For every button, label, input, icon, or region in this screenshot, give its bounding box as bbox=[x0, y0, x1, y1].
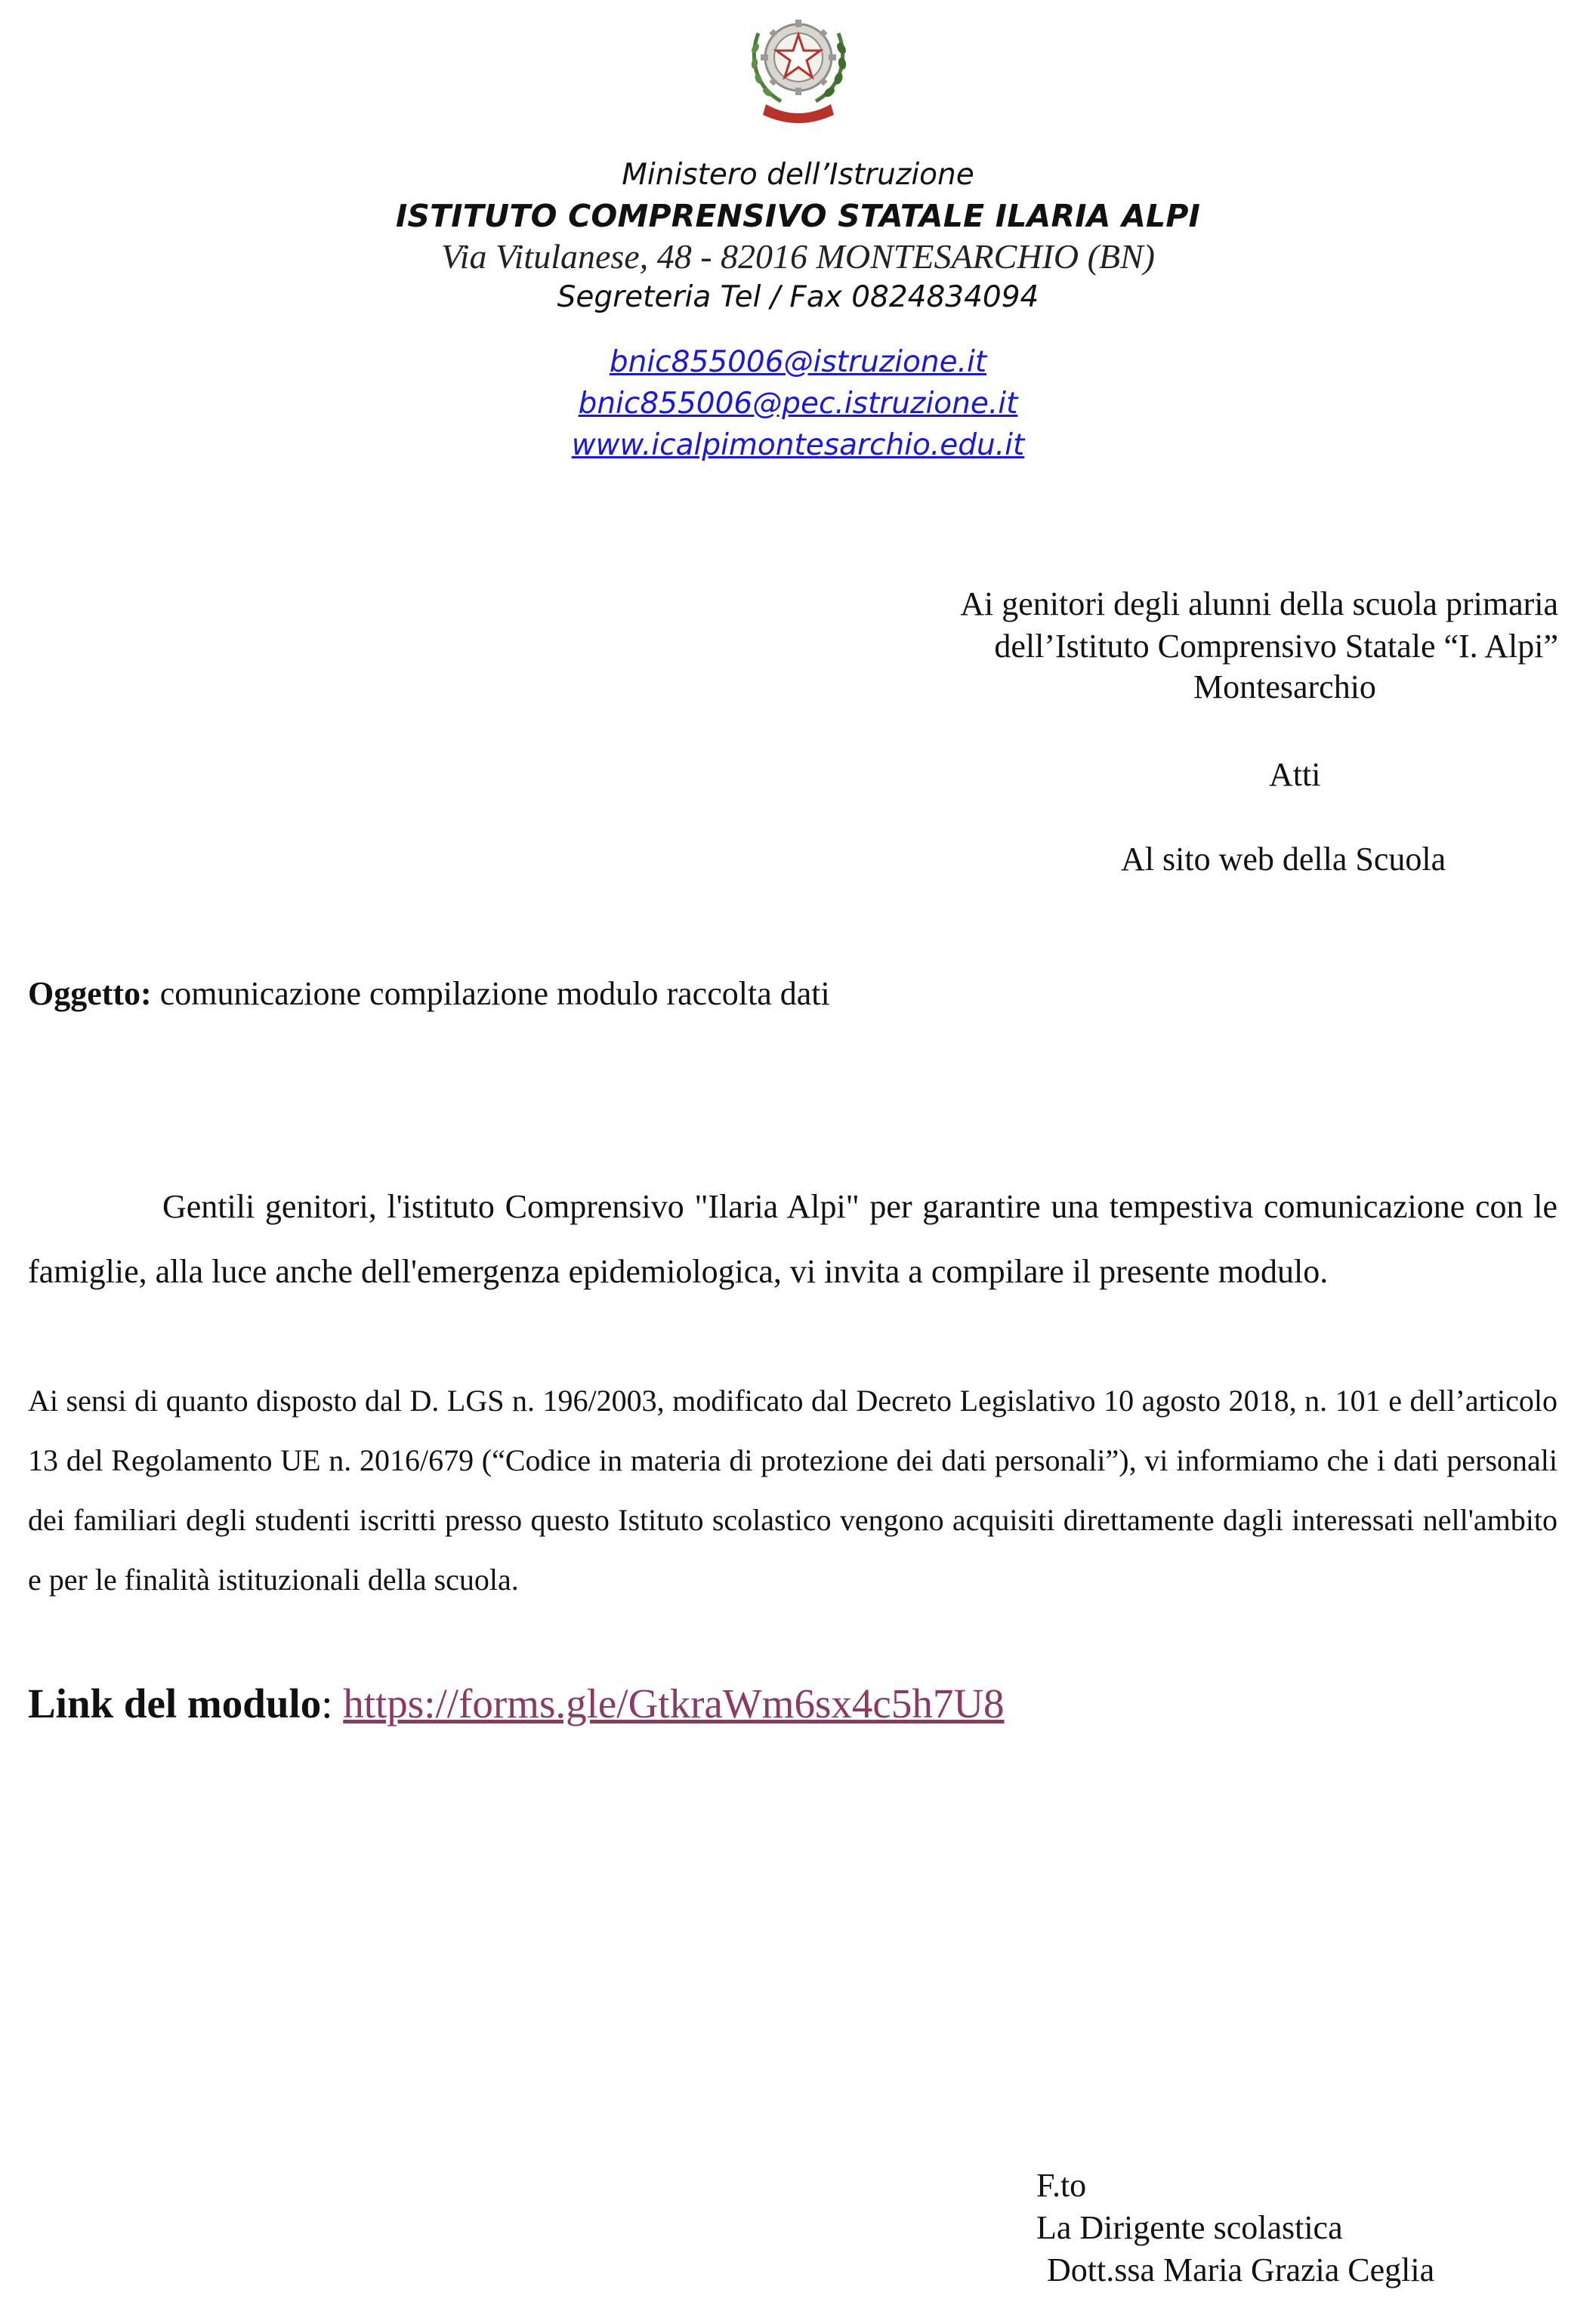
form-link-line bbox=[28, 1680, 1005, 1727]
form-link-label: Link del modulo bbox=[28, 1680, 322, 1727]
recipient-city: Montesarchio bbox=[1193, 668, 1376, 705]
school-name: ISTITUTO COMPRENSIVO STATALE ILARIA ALPI bbox=[395, 198, 1201, 234]
subject-text: comunicazione compilazione modulo raccolta dati bbox=[151, 975, 830, 1012]
signature-prefix: F.to bbox=[1036, 2167, 1087, 2204]
subject-label: Oggetto: bbox=[28, 975, 152, 1012]
signature-role: La Dirigente scolastica bbox=[1036, 2209, 1343, 2246]
body-paragraph-1: Gentili genitori, l'istituto Comprensivo "Ilaria Alpi" per garantire una tempestiva comunicazione con le famiglie, alla luce anche dell'emergenza epidemiologica, vi invita a compilare il presente modulo. bbox=[28, 1188, 1557, 1290]
body-paragraph-2: Ai sensi di quanto disposto dal D. LGS n. 196/2003, modificato dal Decreto Legislativo 10 agosto 2018, n. 101 e dell’articolo 13 del Regolamento UE n. 2016/679 (“Codice in materia di protezione dei dati personali”), vi informiamo che i dati personali dei familiari degli studenti iscritti presso questo Istituto scolastico vengono acquisiti direttamente dagli interessati nell'ambito e per le finalità istituzionali della scuola. bbox=[28, 1384, 1557, 1597]
recipient-atti: Atti bbox=[1269, 756, 1321, 793]
ministry-name: Ministero dell’Istruzione bbox=[622, 158, 974, 192]
form-link-separator: : bbox=[321, 1680, 344, 1727]
signature-block bbox=[1036, 2165, 1434, 2291]
recipient-line-1: Ai genitori degli alunni della scuola primaria bbox=[960, 585, 1558, 622]
recipient-website: Al sito web della Scuola bbox=[1121, 841, 1446, 878]
contact-links bbox=[0, 341, 1596, 466]
pec-link[interactable]: bnic855006@pec.istruzione.it bbox=[578, 387, 1018, 421]
signature-role-line bbox=[1036, 2165, 1434, 2249]
recipients-block bbox=[960, 583, 1558, 668]
recipient-line-2: dell’Istituto Comprensivo Statale “I. Alpi” bbox=[994, 628, 1558, 665]
subject-line bbox=[28, 974, 830, 1013]
republic-emblem-icon bbox=[743, 3, 854, 127]
school-phone: Segreteria Tel / Fax 0824834094 bbox=[557, 280, 1039, 314]
form-link[interactable]: https://forms.gle/GtkraWm6sx4c5h7U8 bbox=[343, 1680, 1005, 1727]
letterhead bbox=[0, 155, 1596, 318]
signature-name: Dott.ssa Maria Grazia Ceglia bbox=[1047, 2251, 1435, 2288]
website-link[interactable]: www.icalpimontesarchio.edu.it bbox=[571, 428, 1025, 462]
school-address: Via Vitulanese, 48 - 82016 MONTESARCHIO (BN) bbox=[441, 237, 1155, 276]
email-link[interactable]: bnic855006@istruzione.it bbox=[609, 345, 987, 379]
